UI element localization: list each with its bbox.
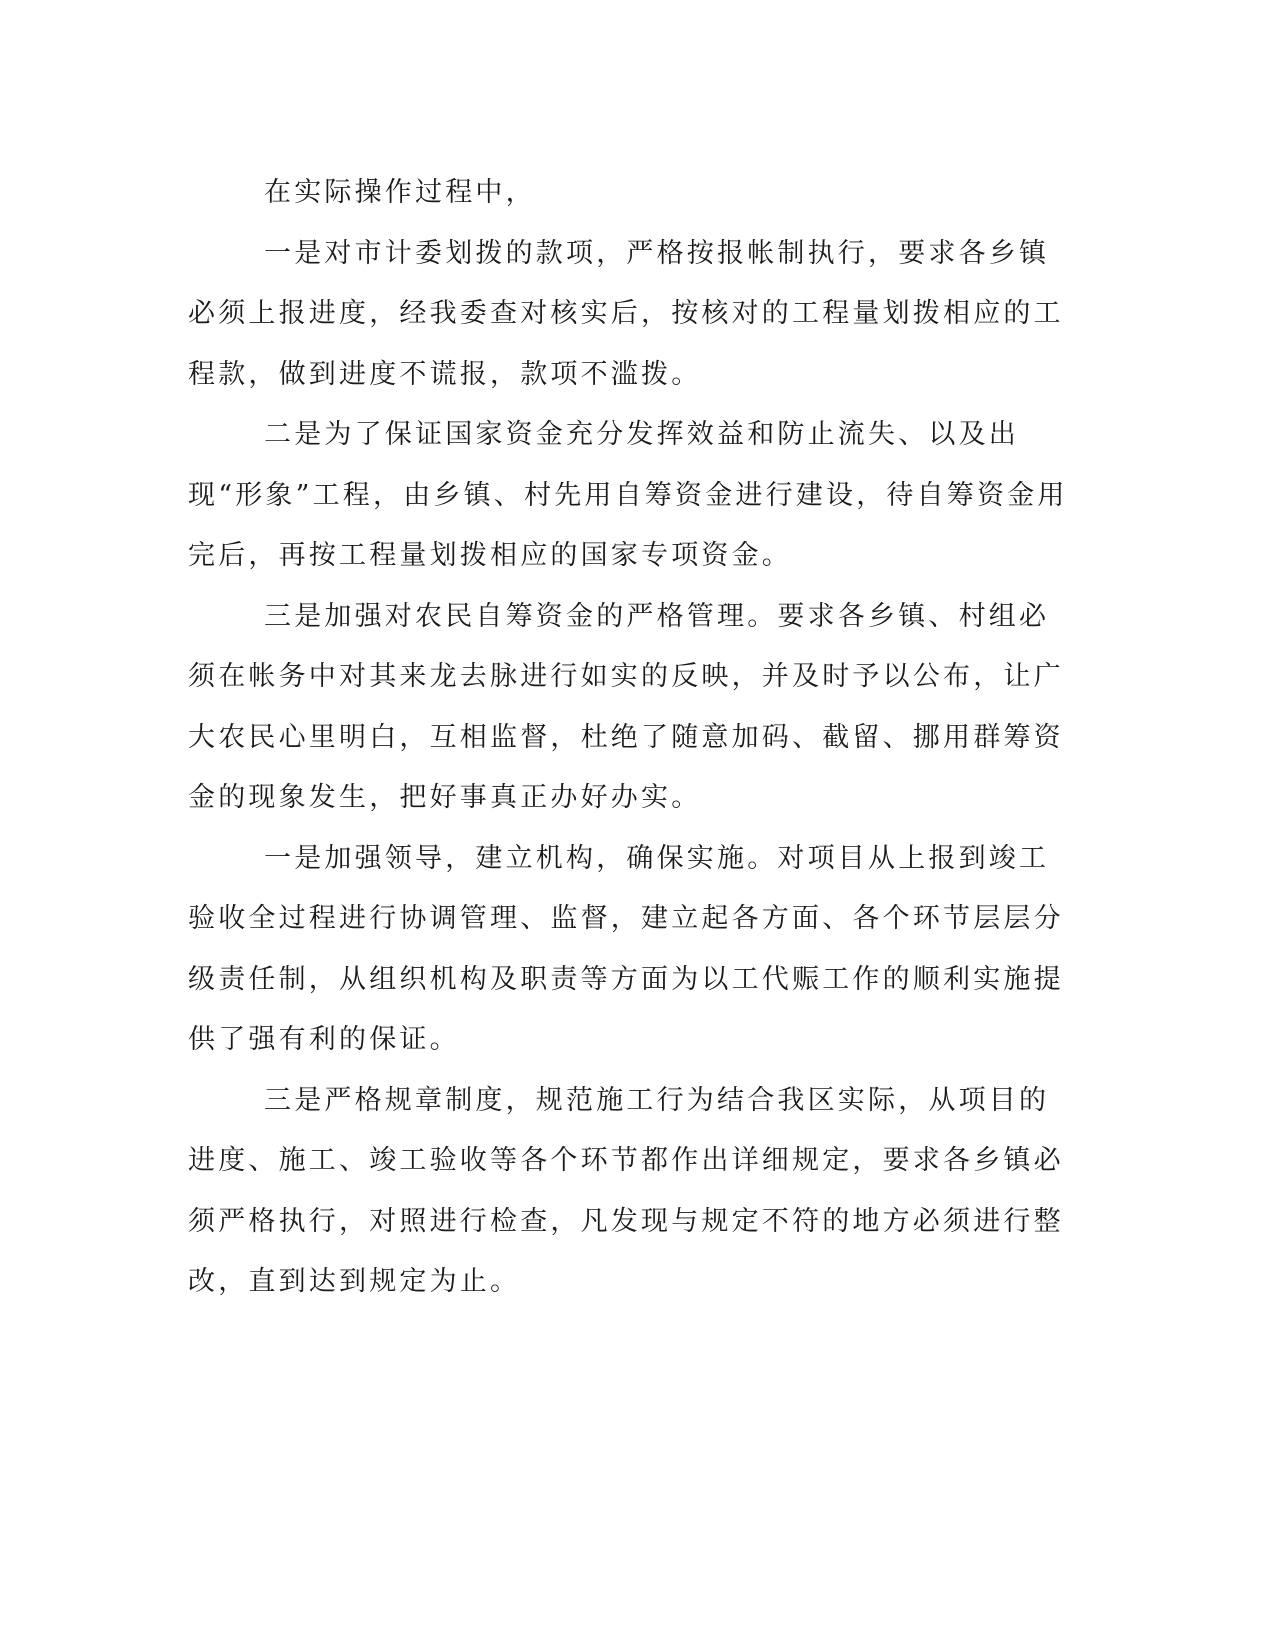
paragraph-leadership: 一是加强领导，建立机构，确保实施。对项目从上报到竣工验收全过程进行协调管理、监督，建立起各方面、各个环节层层分级责任制，从组织机构及职责等方面为以工代赈工作的顺利实施提供了强有利的保证。 <box>188 842 1064 1055</box>
paragraph-self-raised-first: 二是为了保证国家资金充分发挥效益和防止流失、以及出现“形象”工程，由乡镇、村先用自筹资金进行建设，待自筹资金用完后，再按工程量划拨相应的国家专项资金。 <box>188 419 1068 571</box>
document-body <box>188 163 1073 1313</box>
paragraph-regulations: 三是严格规章制度，规范施工行为结合我区实际，从项目的进度、施工、竣工验收等各个环节都作出详细规定，要求各乡镇必须严格执行，对照进行检查，凡发现与规定不符的地方必须进行整改，直到达到规定为止。 <box>188 1084 1064 1297</box>
paragraph-funding-report: 一是对市计委划拨的款项，严格按报帐制执行，要求各乡镇必须上报进度，经我委查对核实后，按核对的工程量划拨相应的工程款，做到进度不谎报，款项不滥拨。 <box>188 237 1064 390</box>
paragraph-farmer-funds: 三是加强对农民自筹资金的严格管理。要求各乡镇、村组必须在帐务中对其来龙去脉进行如实的反映，并及时予以公布，让广大农民心里明白，互相监督，杜绝了随意加码、截留、挪用群筹资金的现象发生，把好事真正办好办实。 <box>188 600 1064 813</box>
paragraph-intro: 在实际操作过程中， <box>264 177 536 208</box>
